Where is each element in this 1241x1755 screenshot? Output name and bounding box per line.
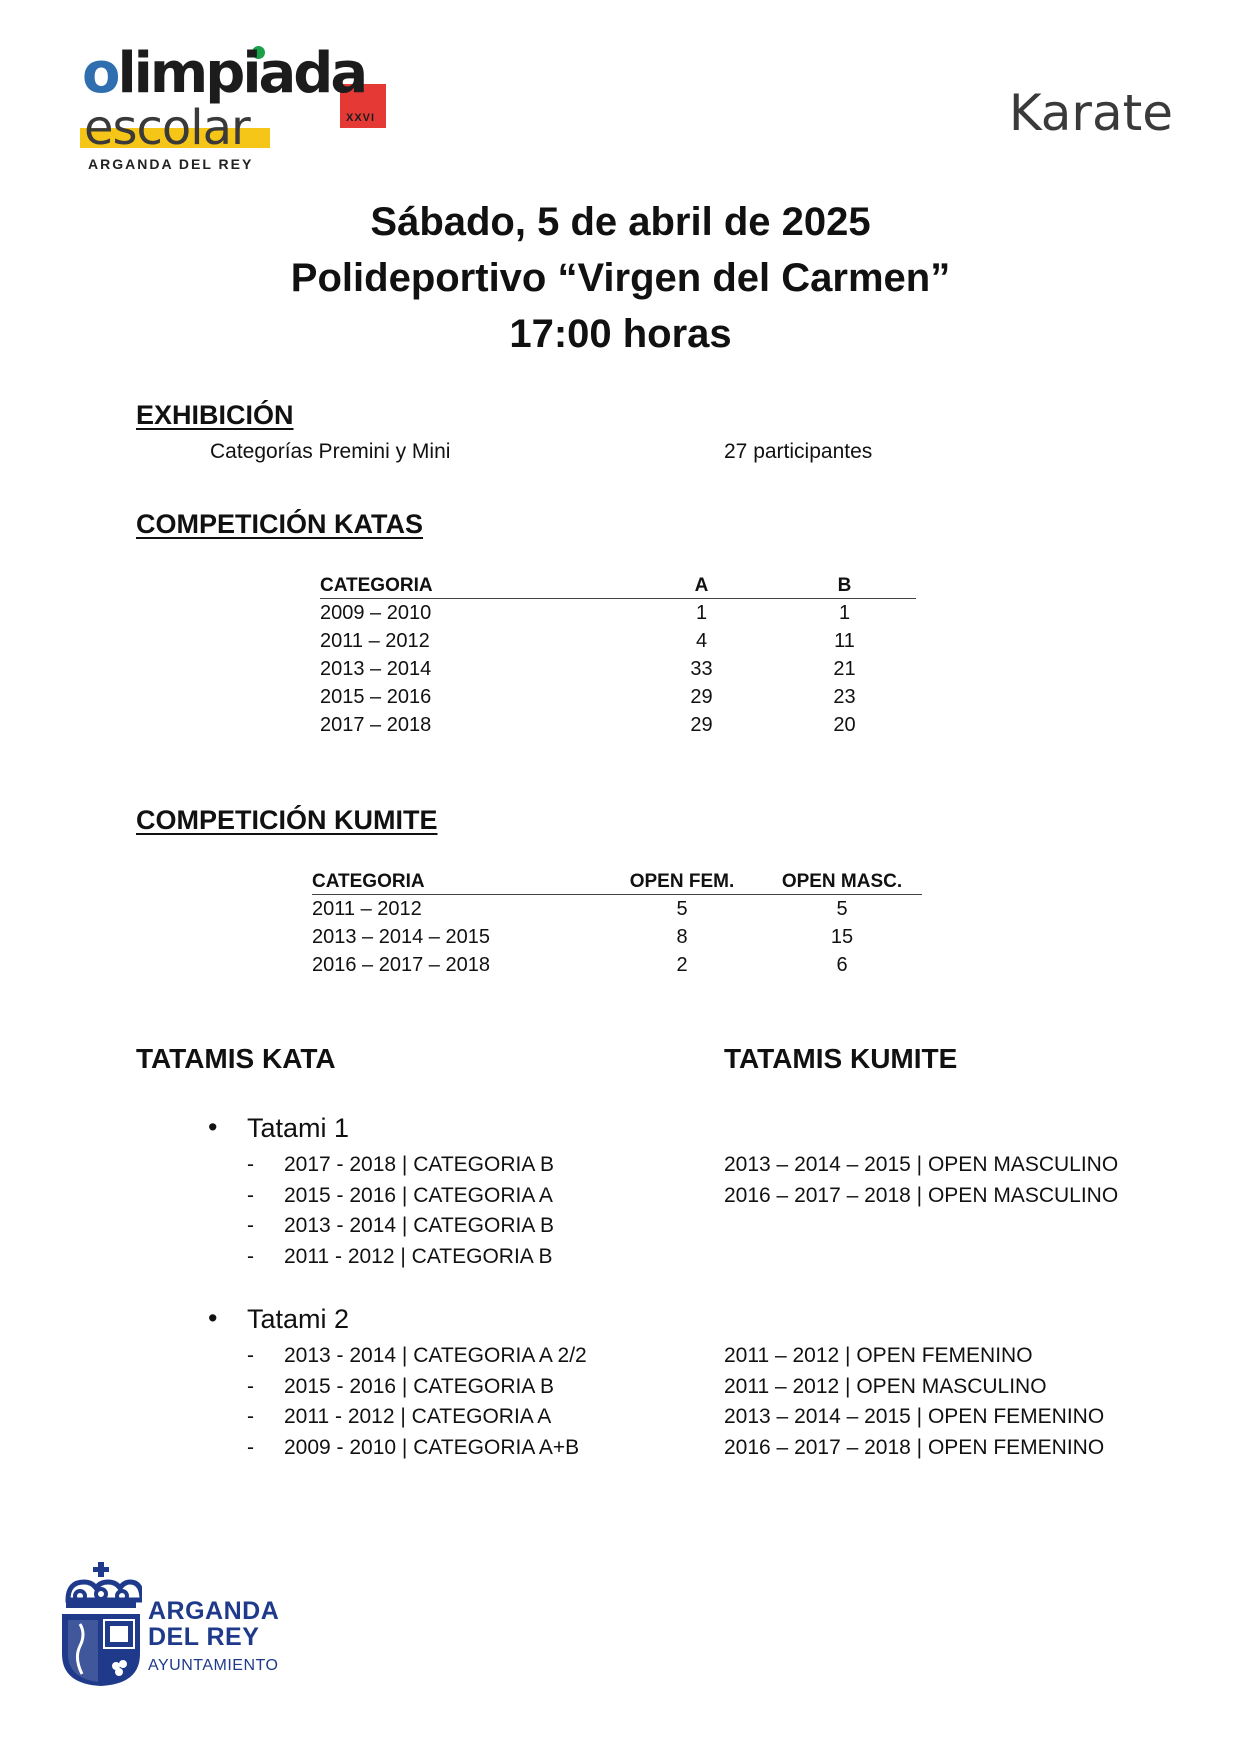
tatami2-kata-item: 2015 - 2016 | CATEGORIA B (284, 1375, 555, 1398)
tatami1-kata-item: 2015 - 2016 | CATEGORIA A (284, 1184, 553, 1207)
kumite-header-row (312, 871, 922, 895)
tatami2-kumite-item: 2011 – 2012 | OPEN FEMENINO (724, 1344, 1033, 1367)
katas-cell: 20 (833, 713, 856, 736)
dash-icon: - (247, 1245, 254, 1268)
event-time: 17:00 horas (509, 312, 732, 356)
table-row (320, 627, 916, 655)
dash-icon: - (247, 1436, 254, 1459)
katas-cell: 11 (834, 629, 855, 652)
tatami1-kata-item: 2017 - 2018 | CATEGORIA B (284, 1153, 555, 1176)
logo-o-letter: o (82, 41, 118, 106)
tatami1-label: Tatami 1 (247, 1113, 350, 1143)
kumite-header-categoria: CATEGORIA (312, 871, 602, 895)
event-venue: Polideportivo “Virgen del Carmen” (290, 256, 951, 300)
tatami2-kumite-item: 2013 – 2014 – 2015 | OPEN FEMENINO (724, 1405, 1105, 1428)
katas-cell: 2015 – 2016 (320, 685, 432, 708)
footer-line1: ARGANDA (148, 1597, 280, 1625)
tatami2-kata-item: 2011 - 2012 | CATEGORIA A (284, 1405, 552, 1428)
bullet-icon: • (208, 1303, 218, 1333)
tatamis-kata-title: TATAMIS KATA (136, 1043, 336, 1074)
katas-table (320, 575, 916, 739)
logo-edition: XXVI (346, 112, 376, 124)
kumite-cell: 15 (830, 925, 854, 948)
kumite-header-open-fem: OPEN FEM. (602, 871, 762, 895)
katas-cell: 2013 – 2014 (320, 657, 432, 680)
kumite-header-open-masc: OPEN MASC. (762, 871, 922, 895)
tatami2-label: Tatami 2 (247, 1304, 350, 1334)
exhibicion-title: EXHIBICIÓN (136, 400, 294, 430)
katas-title: COMPETICIÓN KATAS (136, 509, 423, 539)
event-date: Sábado, 5 de abril de 2025 (370, 200, 871, 244)
kumite-cell: 2016 – 2017 – 2018 (312, 953, 490, 976)
dash-icon: - (247, 1405, 254, 1428)
sport-title: Karate (1008, 84, 1173, 142)
dash-icon: - (247, 1344, 254, 1367)
kumite-cell: 6 (836, 953, 848, 976)
footer-line2: DEL REY (148, 1623, 260, 1651)
exhibicion-categories: Categorías Premini y Mini (210, 440, 451, 463)
katas-cell: 4 (695, 629, 708, 652)
council-crest-icon (60, 1560, 142, 1688)
kumite-table (312, 871, 922, 979)
tatami2-kata-item: 2013 - 2014 | CATEGORIA A 2/2 (284, 1344, 587, 1367)
table-row (320, 683, 916, 711)
table-row (312, 923, 922, 951)
logo-subtitle: ARGANDA DEL REY (88, 156, 254, 172)
katas-cell: 1 (695, 601, 708, 624)
table-row (320, 711, 916, 739)
katas-cell: 2011 – 2012 (320, 629, 430, 652)
katas-cell: 29 (690, 713, 713, 736)
katas-cell: 23 (833, 685, 856, 708)
exhibicion-participants: 27 participantes (724, 440, 873, 463)
kumite-cell: 2013 – 2014 – 2015 (312, 925, 490, 948)
table-row (320, 599, 916, 628)
logo-rest-letters: limpiada (117, 41, 366, 106)
katas-header-a: A (630, 575, 773, 599)
tatami1-kumite-item: 2013 – 2014 – 2015 | OPEN MASCULINO (724, 1153, 1119, 1176)
tatami1-kumite-item: 2016 – 2017 – 2018 | OPEN MASCULINO (724, 1184, 1119, 1207)
katas-cell: 2017 – 2018 (320, 713, 432, 736)
kumite-cell: 5 (676, 897, 688, 920)
logo-escolar-word: escolar (84, 100, 250, 156)
logo-olimpiada-word (82, 41, 366, 106)
katas-cell: 21 (833, 657, 856, 680)
kumite-cell: 5 (836, 897, 848, 920)
bullet-icon: • (208, 1112, 218, 1142)
kumite-cell: 2011 – 2012 (312, 897, 422, 920)
kumite-cell: 8 (676, 925, 688, 948)
tatami2-kumite-item: 2011 – 2012 | OPEN MASCULINO (724, 1375, 1047, 1398)
footer-line3: AYUNTAMIENTO (148, 1657, 279, 1674)
tatami2-kata-item: 2009 - 2010 | CATEGORIA A+B (284, 1436, 580, 1459)
table-row (320, 655, 916, 683)
katas-header-b: B (773, 575, 916, 599)
table-row (312, 895, 922, 924)
katas-cell: 29 (690, 685, 713, 708)
kumite-title: COMPETICIÓN KUMITE (136, 805, 438, 835)
katas-cell: 33 (690, 657, 713, 680)
tatamis-kumite-title: TATAMIS KUMITE (724, 1043, 958, 1074)
dash-icon: - (247, 1153, 254, 1176)
katas-header-row (320, 575, 916, 599)
katas-header-categoria: CATEGORIA (320, 575, 630, 599)
katas-cell: 2009 – 2010 (320, 601, 432, 624)
dash-icon: - (247, 1375, 254, 1398)
kumite-cell: 2 (676, 953, 688, 976)
tatami1-kata-item: 2011 - 2012 | CATEGORIA B (284, 1245, 553, 1268)
dash-icon: - (247, 1184, 254, 1207)
table-row (312, 951, 922, 979)
katas-cell: 1 (838, 601, 851, 624)
tatami2-kumite-item: 2016 – 2017 – 2018 | OPEN FEMENINO (724, 1436, 1105, 1459)
dash-icon: - (247, 1214, 254, 1237)
tatami1-kata-item: 2013 - 2014 | CATEGORIA B (284, 1214, 555, 1237)
